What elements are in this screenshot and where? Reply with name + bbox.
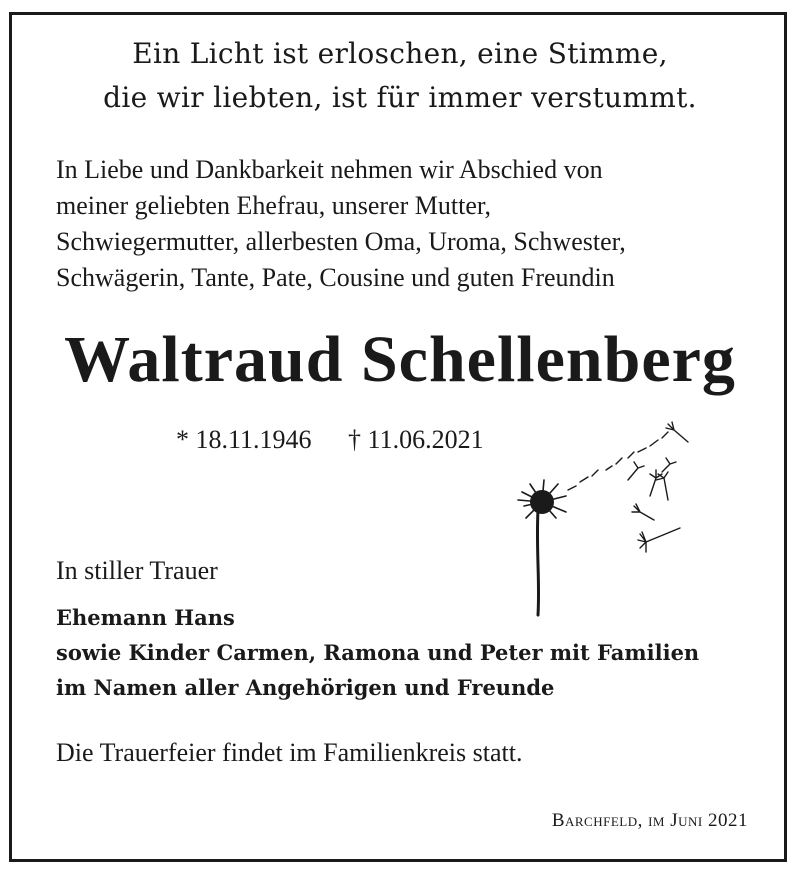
intro-line: Schwägerin, Tante, Pate, Cousine und guten Freundin [56, 263, 615, 292]
intro-line: Schwiegermutter, allerbesten Oma, Uroma, Schwester, [56, 227, 626, 256]
ceremony-note: Die Trauerfeier findet im Familienkreis statt. [56, 738, 523, 767]
birth-date: * 18.11.1946 [176, 425, 312, 454]
mourner-line: sowie Kinder Carmen, Ramona und Peter mit Familien [56, 640, 700, 665]
mourners-list [56, 600, 776, 705]
intro-line: In Liebe und Dankbarkeit nehmen wir Abschied von [56, 155, 603, 184]
mourner-line: Ehemann Hans [56, 605, 235, 630]
deceased-name: Waltraud Schellenberg [64, 323, 736, 396]
motto-line: die wir liebten, ist für immer verstummt. [103, 81, 697, 114]
motto [0, 32, 800, 120]
death-date: † 11.06.2021 [348, 425, 484, 454]
life-dates [176, 425, 484, 455]
intro-line: meiner geliebten Ehefrau, unserer Mutter, [56, 191, 491, 220]
dandelion-icon [510, 410, 720, 620]
intro-text [56, 152, 756, 296]
motto-line: Ein Licht ist erloschen, eine Stimme, [132, 37, 668, 70]
mourning-intro: In stiller Trauer [56, 556, 218, 585]
place-and-date: Barchfeld, im Juni 2021 [551, 810, 748, 831]
mourner-line: im Namen aller Angehörigen und Freunde [56, 675, 555, 700]
